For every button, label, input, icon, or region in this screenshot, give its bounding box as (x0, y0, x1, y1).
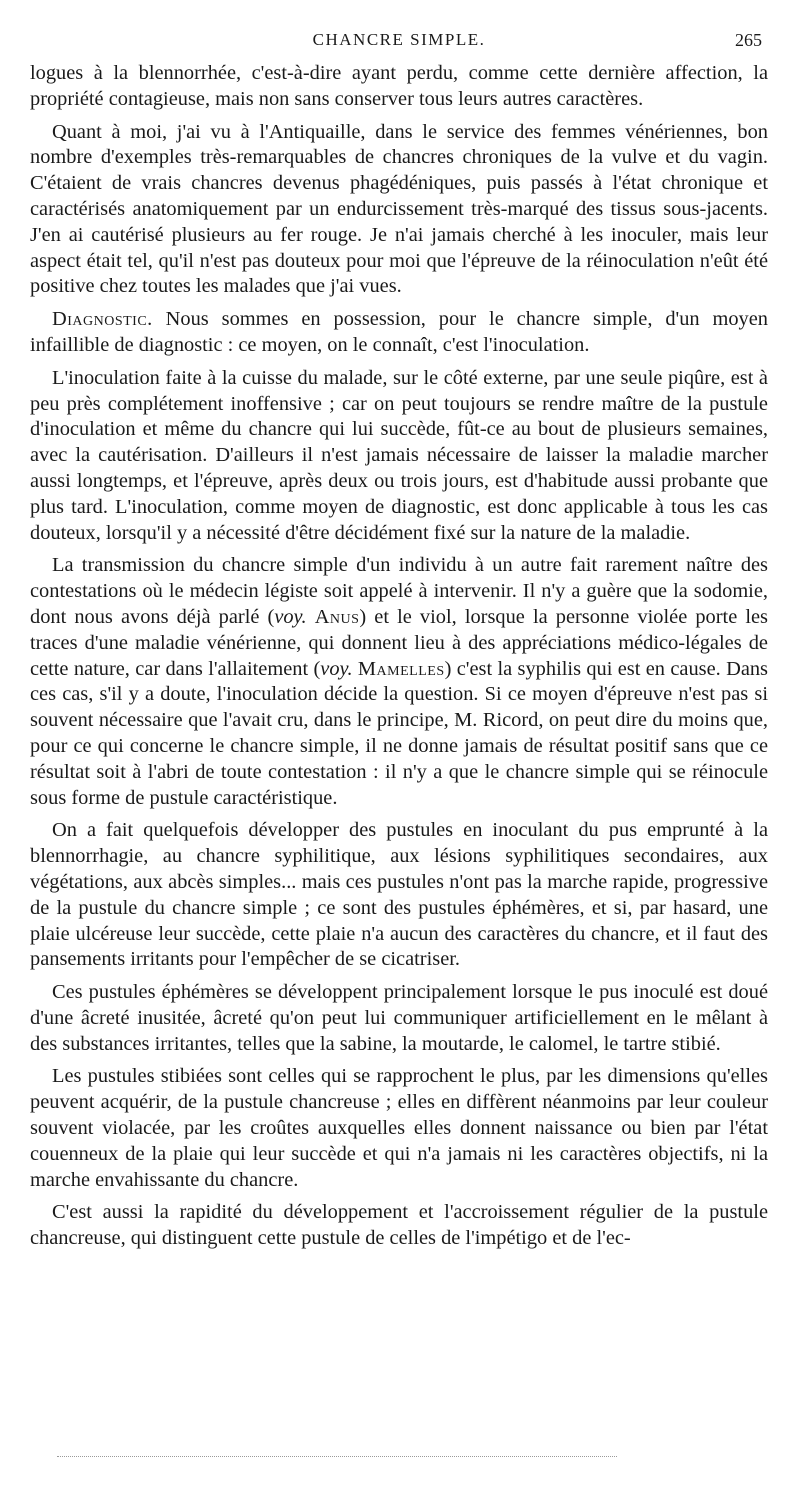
book-page (30, 0, 768, 1252)
cross-reference-anus: Anus (314, 605, 360, 628)
paragraph-transmission (30, 553, 768, 811)
paragraph-stibiated-pustules: Les pustules stibiées sont celles qui se rapprochent le plus, par les dimensions qu'elles peuvent acquérir, de la pustule chancreuse ; elles en diffèrent néanmoins par leur couleur souvent violacée, par les croûtes auxquelles elles donnent naissance ou bien par l'état couenneux de la plaie qui leur succède et qui n'a jamais ni les caractères objectifs, ni la marche envahissante du chancre. (30, 1065, 768, 1191)
body-text (30, 61, 768, 1252)
section-heading-diagnostic: Diagnostic. (52, 308, 153, 331)
cross-reference-voy: voy. (320, 657, 353, 680)
running-title: CHANCRE SIMPLE. (312, 30, 486, 49)
paragraph-continuation: logues à la blennorrhée, c'est-à-dire ayant perdu, comme cette dernière affection, la propriété contagieuse, mais non sans conserver tous leurs autres caractères. (30, 62, 768, 110)
paragraph-impetigo: C'est aussi la rapidité du développement et l'accroissement régulier de la pustule chancreuse, qui distinguent cette pustule de celles de l'impétigo et de l'ec- (30, 1201, 768, 1250)
paragraph-pustules: On a fait quelquefois développer des pustules en inoculant du pus emprunté à la blennorrhagie, au chancre syphilitique, aux lésions syphilitiques secondaires, aux végétations, aux abcès simples... mais ces pustules n'ont pas la marche rapide, progressive de la pustule du chancre simple ; ce sont des pustules éphémères, et si, par hasard, une plaie ulcéreuse leur succède, cette plaie n'a aucun des caractères du chancre, et il faut des pansements irritants pour l'empêcher de se cicatriser. (30, 819, 768, 971)
text-segment: ) et le viol, lorsque la personne violée porte les traces d'une maladie vénérienne, qui donnent lieu à des appréciations médico-légales de cette nature, car dans l'allaitement ( (30, 605, 768, 680)
page-header (30, 0, 768, 56)
page-number: 265 (735, 30, 762, 50)
text-segment: La transmission du chancre simple d'un individu à un autre fait rarement naître des contestations où le médecin légiste soit appelé à intervenir. Il n'y a guère que la sodomie, dont nous avons déjà parlé ( (30, 554, 768, 628)
paragraph-antiquaille: Quant à moi, j'ai vu à l'Antiquaille, dans le service des femmes vénériennes, bon nombre d'exemples très-remarquables de chancres chroniques de la vulve et du vagin. C'étaient de vrais chancres devenus phagédéniques, puis passés à l'état chronique et caractérisés anatomiquement par un endurcissement très-marqué des tissus sous-jacents. J'en ai cautérisé plusieurs au fer rouge. Je n'ai jamais cherché à les inoculer, mais leur aspect était tel, qu'il n'est pas douteux pour moi que l'épreuve de la réinoculation n'eût été positive chez toutes les malades que j'ai vues. (30, 120, 768, 298)
cross-reference-voy: voy. (274, 605, 307, 628)
paragraph-diagnostic (30, 307, 768, 359)
paragraph-inoculation: L'inoculation faite à la cuisse du malade, sur le côté externe, par une seule piqûre, est à peu près complétement inoffensive ; car on peut toujours se rendre maître de la pustule d'inoculation et même du chancre qui lui succède, fût-ce au bout de plusieurs semaines, avec la cautérisation. D'ailleurs il n'est jamais nécessaire de laisser la maladie marcher aussi longtemps, et l'épreuve, après deux ou trois jours, est d'habitude aussi probante que plus tard. L'inoculation, comme moyen de diagnostic, est donc applicable à tous les cas douteux, lorsqu'il y a nécessité d'être décidément fixé sur la nature de la maladie. (30, 366, 768, 544)
text-segment: ) c'est la syphilis qui est en cause. Dans ces cas, s'il y a doute, l'inoculation décide la question. Si ce moyen d'épreuve n'est pas si souvent nécessaire que l'avait cru, dans le principe, M. Ricord, on peut dire du moins que, pour ce qui concerne le chancre simple, il ne donne jamais de résultat positif sans que ce résultat soit à l'abri de toute contestation : il n'y a que le chancre simple qui se réinocule sous forme de pustule caractéristique. (30, 657, 768, 809)
text-segment (307, 606, 315, 628)
footer-dotted-rule (57, 1456, 617, 1457)
paragraph-ephemeral-pustules: Ces pustules éphémères se développent principalement lorsque le pus inoculé est doué d'une âcreté inusitée, âcreté qu'on peut lui communiquer artificiellement en le mêlant à des substances irritantes, telles que la sabine, la moutarde, le calomel, le tartre stibié. (30, 981, 768, 1055)
cross-reference-mamelles: Mamelles (357, 657, 445, 680)
paragraph-diagnostic-text: Nous sommes en possession, pour le chancre simple, d'un moyen infaillible de diagnostic : ce moyen, on le connaît, c'est l'inoculation. (30, 308, 768, 356)
